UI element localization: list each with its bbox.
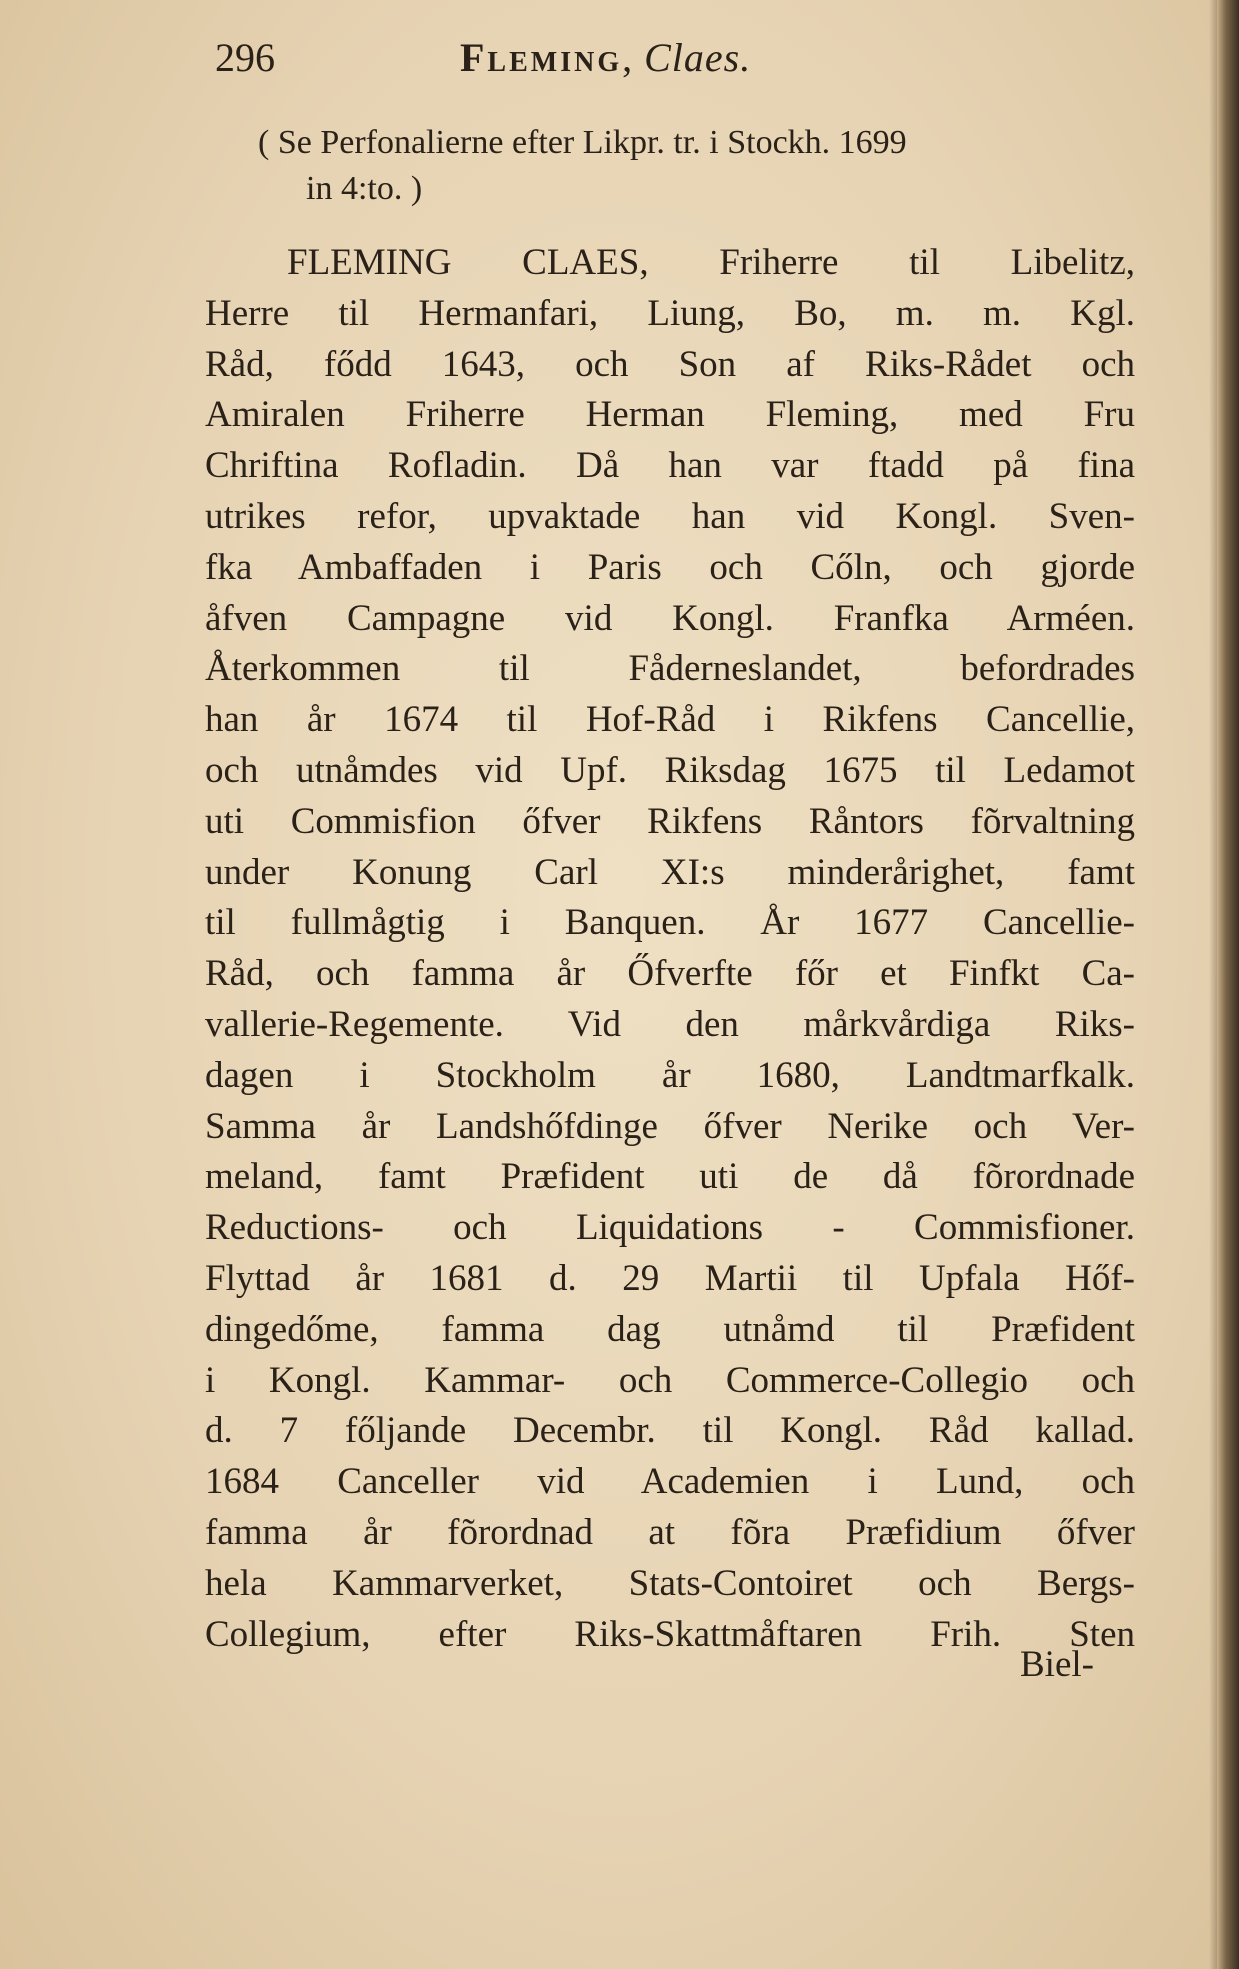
running-head-separator: , bbox=[622, 35, 634, 80]
biography-entry bbox=[205, 238, 1135, 1660]
page-number: 296 bbox=[215, 35, 275, 80]
text-line: Flyttad år 1681 d. 29 Martii til Upfala Hőf- bbox=[205, 1257, 1135, 1299]
text-line: FLEMING CLAES, Friherre til Libelitz, bbox=[287, 242, 1135, 283]
text-line: d. 7 főljande Decembr. til Kongl. Råd kallad. bbox=[205, 1410, 1135, 1452]
reference-note bbox=[258, 120, 1138, 212]
text-line: Amiralen Friherre Herman Fleming, med Fru bbox=[205, 394, 1135, 436]
text-line: vallerie-Regemente. Vid den mårkvårdiga Riks- bbox=[205, 1003, 1135, 1045]
text-line: Samma år Landshőfdinge őfver Nerike och Ver- bbox=[205, 1105, 1135, 1147]
reference-line-1: ( Se Perfonalierne efter Likpr. tr. i Stockh. 1699 bbox=[258, 124, 907, 161]
text-line: 1684 Canceller vid Academien i Lund, och bbox=[205, 1461, 1135, 1503]
text-line: famma år fõrordnad at fõra Præfidium őfver bbox=[205, 1511, 1135, 1553]
text-line: Råd, och famma år Őfverfte főr et Finfkt Ca- bbox=[205, 953, 1135, 995]
text-line: Collegium, efter Riks-Skattmåftaren Frih. Sten bbox=[205, 1613, 1135, 1655]
book-spine-shadow bbox=[1217, 0, 1239, 1969]
page-header bbox=[215, 28, 915, 88]
text-line: fka Ambaffaden i Paris och Cőln, och gjorde bbox=[205, 546, 1135, 588]
text-line: dagen i Stockholm år 1680, Landtmarfkalk. bbox=[205, 1054, 1135, 1096]
running-head-given-name: Claes. bbox=[644, 35, 752, 80]
catchword: Biel- bbox=[1020, 1644, 1094, 1685]
text-line: åfven Campagne vid Kongl. Franfka Arméen. bbox=[205, 597, 1135, 639]
text-line: han år 1674 til Hof-Råd i Rikfens Cancellie, bbox=[205, 699, 1135, 741]
text-line: uti Commisfion őfver Rikfens Råntors fõrvaltning bbox=[205, 800, 1135, 842]
text-line: under Konung Carl XI:s minderårighet, famt bbox=[205, 851, 1135, 893]
text-line: hela Kammarverket, Stats-Contoiret och Bergs- bbox=[205, 1562, 1135, 1604]
running-head bbox=[460, 28, 751, 88]
text-line: och utnåmdes vid Upf. Riksdag 1675 til Ledamot bbox=[205, 749, 1135, 791]
text-line: Reductions- och Liquidations - Commisfioner. bbox=[205, 1207, 1135, 1249]
text-line: utrikes refor, upvaktade han vid Kongl. Sven- bbox=[205, 495, 1135, 537]
running-head-name: Fleming bbox=[460, 35, 623, 80]
text-line: Herre til Hermanfari, Liung, Bo, m. m. Kgl. bbox=[205, 292, 1135, 334]
text-line: dingedőme, famma dag utnåmd til Præfident bbox=[205, 1308, 1135, 1350]
text-line: i Kongl. Kammar- och Commerce-Collegio och bbox=[205, 1359, 1135, 1401]
text-line: meland, famt Præfident uti de då fõrordnade bbox=[205, 1156, 1135, 1198]
text-line: Återkommen til Fåderneslandet, befordrades bbox=[205, 648, 1135, 690]
text-line: til fullmågtig i Banquen. År 1677 Cancellie- bbox=[205, 902, 1135, 944]
text-line: Råd, fődd 1643, och Son af Riks-Rådet och bbox=[205, 343, 1135, 385]
text-line: Chriftina Rofladin. Då han var ftadd på fina bbox=[205, 445, 1135, 487]
reference-line-2: in 4:to. ) bbox=[306, 170, 423, 207]
